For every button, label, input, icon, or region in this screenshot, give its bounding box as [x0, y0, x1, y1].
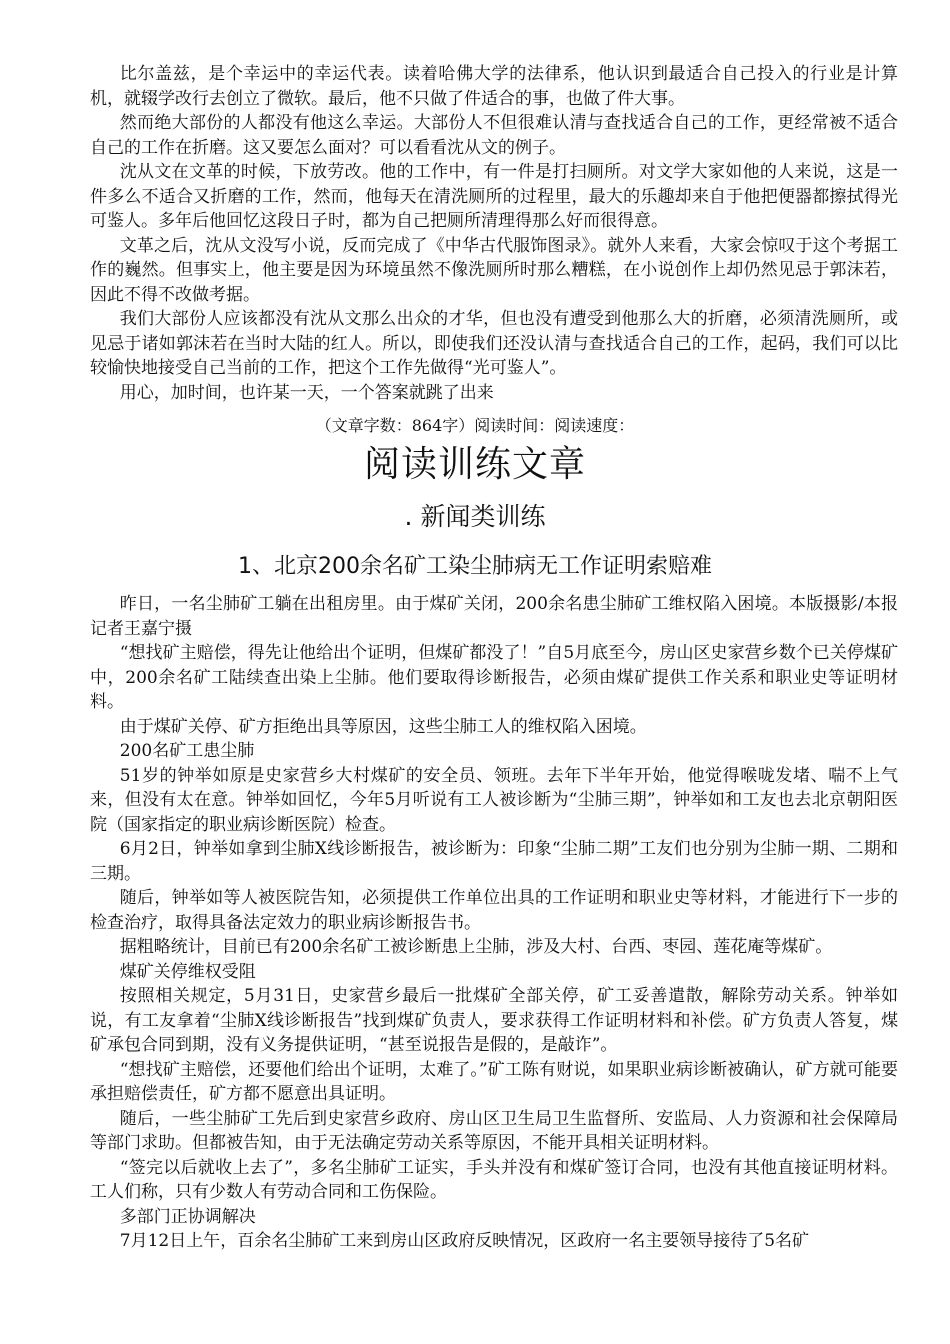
- article-paragraph: 7月12日上午，百余名尘肺矿工来到房山区政府反映情况，区政府一名主要领导接待了5名矿: [119, 1231, 810, 1251]
- article-subheading: 200名矿工患尘肺: [119, 741, 255, 761]
- essay-paragraph: 用心，加时间，也许某一天，一个答案就跳了出来: [119, 382, 494, 403]
- article-paragraph: 51岁的钟举如原是史家营乡大村煤矿的安全员、领班。去年下半年开始，他觉得喉咙发堵、喘不上气来，但没有太在意。钟举如回忆，今年5月听说有工人被诊断为“尘肺三期”，钟举如和工友也去北京朝阳医院（国家指定的职业病诊断医院）检查。: [90, 765, 898, 835]
- article-paragraph: 据粗略统计，目前已有200余名矿工被诊断患上尘肺，涉及大村、台西、枣园、莲花庵等煤矿。: [119, 937, 833, 957]
- section-heading: . 新闻类训练: [404, 502, 546, 531]
- article-paragraph: 由于煤矿关停、矿方拒绝出具等原因，这些尘肺工人的维权陷入困境。: [119, 716, 647, 737]
- essay-meta: （文章字数：864字）阅读时间：阅读速度：: [315, 416, 635, 435]
- article-headline: 1、北京200余名矿工染尘肺病无工作证明索赔难: [238, 554, 712, 579]
- essay-paragraph: 我们大部份人应该都没有沈从文那么出众的才华，但也没有遭受到他那么大的折磨，必须清洗厕所，或见忌于诸如郭沫若在当时大陆的红人。所以，即使我们还没认清与查找适合自己的工作，起码，我们可以比较愉快地接受自己当前的工作，把这个工作先做得“光可鉴人”。: [90, 309, 898, 378]
- article-paragraph: “想找矿主赔偿，还要他们给出个证明，太难了。”矿工陈有财说，如果职业病诊断被确认，矿方就可能要承担赔偿责任，矿方都不愿意出具证明。: [90, 1059, 898, 1104]
- page-title: 阅读训练文章: [363, 444, 586, 485]
- article-subheading: 多部门正协调解决: [119, 1206, 256, 1227]
- essay-paragraph: 文革之后，沈从文没写小说，反而完成了《中华古代服饰图录》。就外人来看，大家会惊叹于这个考据工作的巍然。但事实上，他主要是因为环境虽然不像洗厕所时那么糟糕，在小说创作上却仍然见忌于郭沫若，因此不得不改做考据。: [90, 235, 898, 305]
- essay-paragraph: 沈从文在文革的时候，下放劳改。他的工作中，有一件是打扫厕所。对文学大家如他的人来说，这是一件多么不适合又折磨的工作，然而，他每天在清洗厕所的过程里，最大的乐趣却来自于他把便器都擦拭得光可鉴人。多年后他回忆这段日子时，都为自己把厕所清理得那么好而很得意。: [90, 162, 898, 231]
- essay-paragraph: 然而绝大部份的人都没有他这么幸运。大部份人不但很难认清与查找适合自己的工作，更经常被不适合自己的工作在折磨。这又要怎么面对？可以看看沈从文的例子。: [90, 113, 898, 158]
- article-paragraph: 按照相关规定，5月31日，史家营乡最后一批煤矿全部关停，矿工妥善遣散，解除劳动关系。钟举如说，有工友拿着“尘肺X线诊断报告”找到煤矿负责人，要求获得工作证明材料和补偿。矿方负责人答复，煤矿承包合同到期，没有义务提供证明，“甚至说报告是假的，是敲诈”。: [90, 986, 898, 1055]
- article-paragraph: “想找矿主赔偿，得先让他给出个证明，但煤矿都没了！”自5月底至今，房山区史家营乡数个已关停煤矿中，200余名矿工陆续查出染上尘肺。他们要取得诊断报告，必须由煤矿提供工作关系和职业史等证明材料。: [90, 643, 898, 712]
- essay-body: [90, 62, 898, 405]
- article-paragraph: “签完以后就收上去了”，多名尘肺矿工证实，手头并没有和煤矿签订合同，也没有其他直接证明材料。工人们称，只有少数人有劳动合同和工伤保险。: [90, 1157, 898, 1202]
- article-paragraph: 随后，钟举如等人被医院告知，必须提供工作单位出具的工作证明和职业史等材料，才能进行下一步的检查治疗，取得具备法定效力的职业病诊断报告书。: [90, 888, 898, 933]
- essay-paragraph: 比尔盖兹，是个幸运中的幸运代表。读着哈佛大学的法律系，他认识到最适合自己投入的行业是计算机，就辍学改行去创立了微软。最后，他不只做了件适合的事，也做了件大事。: [90, 64, 898, 109]
- article-paragraph: 6月2日，钟举如拿到尘肺X线诊断报告，被诊断为：印象“尘肺二期”工友们也分别为尘肺一期、二期和三期。: [90, 839, 898, 884]
- article-paragraph: 随后，一些尘肺矿工先后到史家营乡政府、房山区卫生局卫生监督所、安监局、人力资源和社会保障局等部门求助。但都被告知，由于无法确定劳动关系等原因，不能开具相关证明材料。: [90, 1108, 898, 1153]
- article-body: [90, 592, 898, 1254]
- article-paragraph: 昨日，一名尘肺矿工躺在出租房里。由于煤矿关闭，200余名患尘肺矿工维权陷入困境。本版摄影/本报记者王嘉宁摄: [90, 594, 898, 639]
- article-subheading: 煤矿关停维权受阻: [119, 961, 256, 982]
